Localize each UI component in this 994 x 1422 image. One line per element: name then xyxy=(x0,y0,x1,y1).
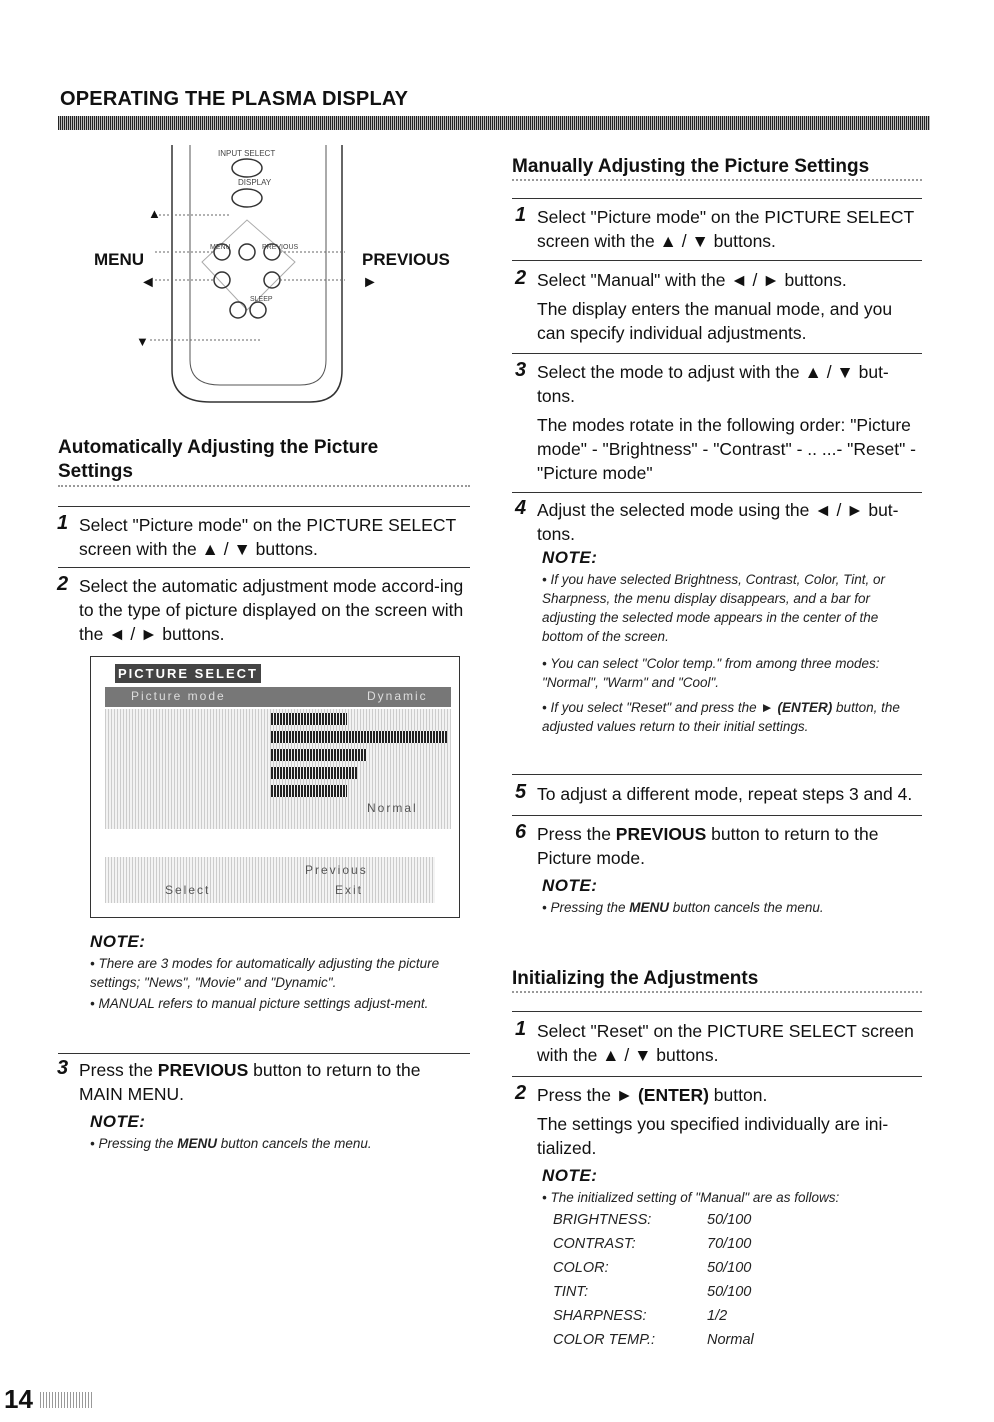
manual-step-3 xyxy=(515,359,922,408)
table-key: BRIGHTNESS: xyxy=(553,1212,652,1228)
step-text: To adjust a different mode, repeat steps 3 and 4. xyxy=(537,784,913,804)
table-value: 70/100 xyxy=(707,1236,752,1252)
divider xyxy=(512,353,922,354)
header-rule xyxy=(58,116,930,130)
note-heading: NOTE: xyxy=(90,932,146,951)
init-note-1: • The initialized setting of "Manual" are as follows: xyxy=(542,1190,840,1205)
osd-body xyxy=(105,709,451,829)
divider xyxy=(58,567,470,568)
divider xyxy=(512,1011,922,1012)
manual-step-4 xyxy=(515,497,922,546)
init-step-2 xyxy=(515,1082,922,1107)
step-text-bold: (ENTER) xyxy=(637,1085,709,1105)
auto-note-2: • MANUAL refers to manual picture settings adjust-ment. xyxy=(90,996,429,1011)
osd-brightness-bar xyxy=(271,713,347,725)
osd-mode-bar xyxy=(105,687,451,707)
divider xyxy=(512,1076,922,1077)
table-key: CONTRAST: xyxy=(553,1236,636,1252)
down-arrow-icon: ▼ xyxy=(136,334,149,349)
table-row xyxy=(553,1232,853,1256)
step-number: 1 xyxy=(57,512,69,534)
table-value: 1/2 xyxy=(707,1308,728,1324)
osd-mode-label: Picture mode xyxy=(131,689,226,703)
table-key: COLOR: xyxy=(553,1260,609,1276)
step-number: 5 xyxy=(515,781,527,803)
step-text: Press the xyxy=(79,1060,158,1080)
remote-previous-small-label: PREVIOUS xyxy=(262,244,299,251)
step-text: Select "Picture mode" on the PICTURE SELECT screen with the ▲ / ▼ buttons. xyxy=(79,515,456,559)
step-number: 1 xyxy=(515,1018,527,1040)
display-button xyxy=(232,189,262,207)
page-number: 14 xyxy=(4,1384,33,1414)
divider xyxy=(512,198,922,199)
auto-note-3 xyxy=(90,1134,470,1153)
note-text: button cancels the menu. xyxy=(669,900,824,915)
osd-tint-bar xyxy=(271,767,357,779)
step-text: button to return to the MAIN MENU. xyxy=(79,1060,421,1104)
up-button xyxy=(239,244,255,260)
previous-label: PREVIOUS xyxy=(362,250,450,269)
divider xyxy=(512,260,922,261)
note-text: • If you select "Reset" and press the ► xyxy=(542,700,778,715)
auto-note-1: • There are 3 modes for automatically adjusting the picture settings; "News", "Movie" and "Dynamic". xyxy=(90,956,440,990)
up-arrow-icon: ▲ xyxy=(148,206,161,221)
step-number: 1 xyxy=(515,204,527,226)
divider xyxy=(512,492,922,493)
divider xyxy=(58,506,470,507)
step-text: Select "Reset" on the PICTURE SELECT screen with the ▲ / ▼ buttons. xyxy=(537,1021,914,1065)
manual-note-2: • You can select "Color temp." from among three modes: "Normal", "Warm" and "Cool". xyxy=(542,656,880,690)
osd-previous-label: Previous xyxy=(305,863,368,877)
note-text: button cancels the menu. xyxy=(217,1136,372,1151)
step-number: 6 xyxy=(515,821,527,843)
step-number: 2 xyxy=(57,573,69,595)
left-button xyxy=(214,272,230,288)
auto-step-2 xyxy=(57,573,469,646)
table-row xyxy=(553,1328,853,1352)
table-value: 50/100 xyxy=(707,1284,752,1300)
page-header: OPERATING THE PLASMA DISPLAY xyxy=(60,88,409,110)
note-text-bold: MENU xyxy=(629,900,670,915)
auto-title-underline xyxy=(58,485,470,487)
auto-title-line2: Settings xyxy=(58,461,133,482)
manual-step-2 xyxy=(515,267,922,292)
osd-exit-label: Exit xyxy=(335,883,364,897)
step-number: 3 xyxy=(57,1057,69,1079)
step-text-bold: PREVIOUS xyxy=(615,824,707,844)
table-row xyxy=(553,1304,853,1328)
osd-footer xyxy=(105,857,435,903)
divider xyxy=(512,815,922,816)
manual-note-3 xyxy=(542,698,922,736)
manual-step-2-paragraph: The display enters the manual mode, and you can specify individual adjustments. xyxy=(537,299,893,343)
step-number: 3 xyxy=(515,359,527,381)
menu-label: MENU xyxy=(94,250,145,269)
table-value: 50/100 xyxy=(707,1260,752,1276)
auto-step-3 xyxy=(57,1057,459,1106)
remote-illustration xyxy=(110,140,470,410)
note-text: • Pressing the xyxy=(90,1136,178,1151)
auto-title-line1: Automatically Adjusting the Picture xyxy=(58,437,379,458)
init-defaults-table xyxy=(553,1208,853,1352)
manual-title-underline xyxy=(512,179,922,181)
init-title: Initializing the Adjustments xyxy=(512,968,759,989)
manual-step-3-paragraph: The modes rotate in the following order: "Picture mode" - "Brightness" - "Contrast" - .. ...- "Reset" - "Picture mode" xyxy=(537,415,917,483)
note-heading: NOTE: xyxy=(542,548,598,567)
auto-step-1 xyxy=(57,512,459,561)
left-arrow-icon: ◄ xyxy=(140,274,156,291)
osd-mode-value: Dynamic xyxy=(367,689,428,703)
step-text: Select "Picture mode" on the PICTURE SELECT screen with the ▲ / ▼ buttons. xyxy=(537,207,914,251)
osd-title: PICTURE SELECT xyxy=(115,664,261,683)
step-text: Select the mode to adjust with the ▲ / ▼ but-tons. xyxy=(537,362,889,406)
picture-select-osd xyxy=(90,656,460,918)
table-value: Normal xyxy=(707,1332,754,1348)
sleep-button xyxy=(250,302,266,318)
manual-step-6 xyxy=(515,821,922,870)
note-text-bold: MENU xyxy=(177,1136,218,1151)
input-select-button xyxy=(232,159,262,177)
table-key: COLOR TEMP.: xyxy=(553,1332,656,1348)
table-row xyxy=(553,1280,853,1304)
osd-sharpness-bar xyxy=(271,785,347,797)
osd-contrast-bar xyxy=(271,731,447,743)
note-heading: NOTE: xyxy=(542,876,598,895)
table-row xyxy=(553,1256,853,1280)
note-heading: NOTE: xyxy=(90,1112,146,1131)
right-arrow-icon: ► xyxy=(362,274,378,291)
table-key: SHARPNESS: xyxy=(553,1308,647,1324)
step-text: button to return to the Picture mode. xyxy=(537,824,879,868)
step-number: 4 xyxy=(515,497,527,519)
step-number: 2 xyxy=(515,1082,527,1104)
step-text: Select "Manual" with the ◄ / ► buttons. xyxy=(537,270,847,290)
remote-sleep-label: SLEEP xyxy=(250,296,273,303)
manual-title: Manually Adjusting the Picture Settings xyxy=(512,156,870,177)
divider xyxy=(58,1053,470,1054)
manual-step-5 xyxy=(515,781,922,806)
osd-select-label: Select xyxy=(165,883,211,897)
manual-step-1 xyxy=(515,204,922,253)
down-button xyxy=(230,302,246,318)
init-title-underline xyxy=(512,991,922,993)
note-heading: NOTE: xyxy=(542,1166,598,1185)
table-key: TINT: xyxy=(553,1284,589,1300)
step-text-bold: PREVIOUS xyxy=(157,1060,249,1080)
note-text-bold: (ENTER) xyxy=(777,700,833,715)
step-text: button. xyxy=(708,1085,768,1105)
step-number: 2 xyxy=(515,267,527,289)
remote-display-label: DISPLAY xyxy=(238,178,272,187)
remote-input-select-label: INPUT SELECT xyxy=(218,149,276,158)
table-row xyxy=(553,1208,853,1232)
divider xyxy=(512,774,922,775)
step-text: Press the xyxy=(537,824,616,844)
init-step-1 xyxy=(515,1018,922,1067)
step-text: Select the automatic adjustment mode accord-ing to the type of picture displayed on the screen with the ◄ / ► buttons. xyxy=(79,576,464,644)
manual-note-1: • If you have selected Brightness, Contrast, Color, Tint, or Sharpness, the menu display disappears, and a bar for adjusting the selected mode appears in the center of the bottom of the screen. xyxy=(542,572,886,644)
note-text: button, the adjusted values return to their initial settings. xyxy=(542,700,900,734)
table-value: 50/100 xyxy=(707,1212,752,1228)
step-text: Adjust the selected mode using the ◄ / ► but-tons. xyxy=(537,500,899,544)
page-number-pattern xyxy=(40,1392,92,1408)
step-text: Press the ► xyxy=(537,1085,638,1105)
osd-color-temp-value: Normal xyxy=(367,801,418,815)
manual-note-6 xyxy=(542,898,922,917)
remote-menu-small-label: MENU xyxy=(210,244,231,251)
note-text: • Pressing the xyxy=(542,900,630,915)
init-step-2-paragraph: The settings you specified individually are ini-tialized. xyxy=(537,1114,889,1158)
osd-color-bar xyxy=(271,749,367,761)
